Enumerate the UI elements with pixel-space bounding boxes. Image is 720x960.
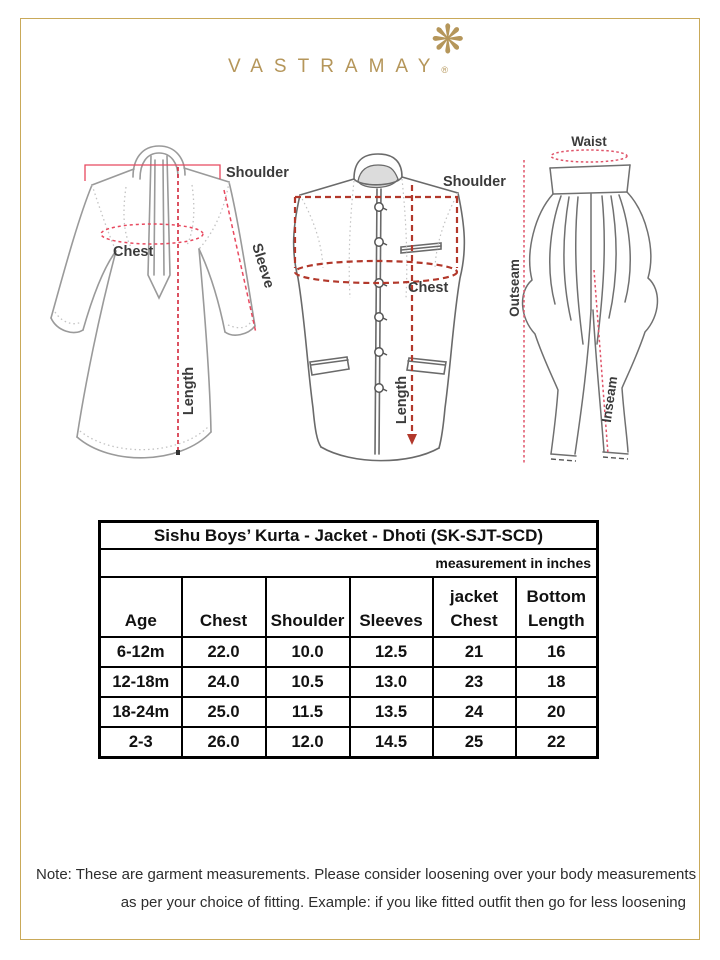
note-text	[36, 861, 697, 917]
column-header-chest	[182, 577, 266, 637]
table-title-row	[100, 522, 598, 550]
header-line: Length	[527, 611, 585, 630]
column-header-bottom-length	[516, 577, 598, 637]
table-header-row	[100, 577, 598, 637]
table-cell: 24	[433, 697, 516, 727]
kurta-seam-dots	[55, 182, 252, 450]
column-header-sleeves	[350, 577, 433, 637]
note-line-1: Note: These are garment measurements. Please consider loosening over your body measurements	[36, 866, 697, 883]
dhoti-line-art	[505, 118, 710, 498]
header-line: Age	[124, 611, 157, 630]
kurta-sleeve-label: Sleeve	[248, 241, 277, 291]
registered-mark: ®	[441, 65, 449, 75]
kurta-shoulder-label: Shoulder	[226, 165, 289, 181]
table-row	[100, 667, 598, 697]
table-cell: 10.5	[266, 667, 350, 697]
dhoti-cuff-dashes	[551, 457, 628, 461]
table-cell: 25.0	[182, 697, 266, 727]
table-cell: 18-24m	[100, 697, 182, 727]
table-cell: 21	[433, 637, 516, 667]
column-header-shoulder	[266, 577, 350, 637]
table-row	[100, 697, 598, 727]
table-cell: 10.0	[266, 637, 350, 667]
table-cell: 18	[516, 667, 598, 697]
kurta-labels	[113, 165, 289, 415]
table-cell: 12.0	[266, 727, 350, 758]
table-cell: 13.0	[350, 667, 433, 697]
header-line: jacket	[449, 587, 499, 606]
table-cell: 20	[516, 697, 598, 727]
kurta-measure-lines	[85, 165, 256, 455]
table-cell: 13.5	[350, 697, 433, 727]
jacket-chest-label: Chest	[408, 280, 449, 296]
table-cell: 26.0	[182, 727, 266, 758]
jacket-line-art	[290, 148, 512, 488]
kurta-diagram	[30, 135, 300, 510]
length-arrow	[407, 434, 417, 445]
kurta-line-art	[30, 135, 300, 510]
table-cell: 11.5	[266, 697, 350, 727]
table-cell: 12-18m	[100, 667, 182, 697]
header-line: Chest	[450, 611, 498, 630]
table-cell: 14.5	[350, 727, 433, 758]
column-header-age	[100, 577, 182, 637]
jacket-length-label: Length	[394, 375, 410, 425]
table-cell: 2-3	[100, 727, 182, 758]
table-unit-row	[100, 549, 598, 577]
dhoti-outline	[523, 165, 658, 456]
mandala-ornament-icon: ❋	[431, 18, 465, 62]
header-line: Chest	[199, 611, 248, 630]
dhoti-diagram	[505, 118, 710, 498]
jacket-outline	[294, 154, 465, 461]
table-cell: 25	[433, 727, 516, 758]
brand-logo	[228, 18, 465, 78]
brand-wordmark: VASTRAMAY	[228, 56, 442, 77]
table-cell: 6-12m	[100, 637, 182, 667]
table-cell: 12.5	[350, 637, 433, 667]
table-cell: 24.0	[182, 667, 266, 697]
jacket-diagram	[290, 148, 512, 488]
table-cell: 22.0	[182, 637, 266, 667]
jacket-labels	[394, 174, 506, 424]
table-cell: 22	[516, 727, 598, 758]
jacket-shoulder-label: Shoulder	[443, 174, 506, 190]
kurta-chest-label: Chest	[113, 244, 154, 260]
header-line: Shoulder	[270, 611, 345, 630]
table-row	[100, 727, 598, 758]
size-chart-table	[98, 520, 599, 759]
dhoti-waist-label: Waist	[571, 134, 607, 149]
dhoti-inseam-label: Inseam	[598, 375, 621, 424]
table-cell: 16	[516, 637, 598, 667]
dhoti-outseam-label: Outseam	[507, 259, 522, 317]
note-line-2: as per your choice of fitting. Example: if you like fitted outfit then go for less loosening	[120, 894, 686, 911]
table-row	[100, 637, 598, 667]
unit-note: measurement in inches	[100, 549, 598, 577]
column-header-jacket-chest	[433, 577, 516, 637]
header-line: Bottom	[526, 587, 586, 606]
table-cell: 23	[433, 667, 516, 697]
kurta-length-label: Length	[181, 366, 197, 416]
table-title: Sishu Boys’ Kurta - Jacket - Dhoti (SK-SJT-SCD)	[100, 522, 598, 550]
header-line: Sleeves	[359, 611, 423, 630]
